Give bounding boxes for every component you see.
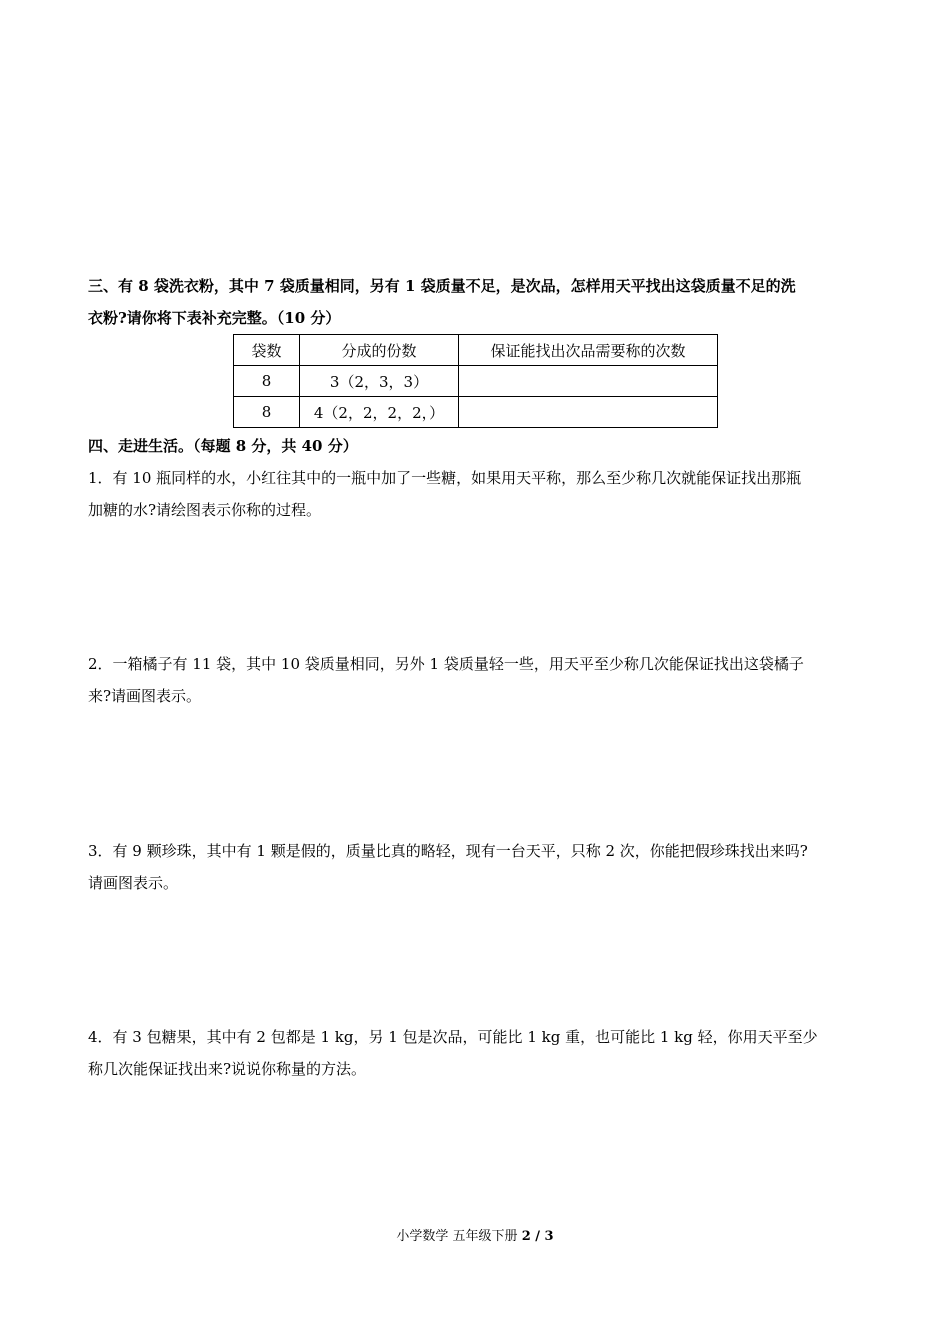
table-row (234, 366, 718, 397)
question-1-line-1: 1．有 10 瓶同样的水，小红往其中的一瓶中加了一些糖，如果用天平称，那么至少称几次就能保证找出那瓶 (88, 469, 802, 487)
weighing-table (233, 334, 718, 428)
table-header-cell: 袋数 (234, 335, 300, 366)
table-answer-cell[interactable] (459, 366, 718, 397)
section-3-line-1: 三、有 8 袋洗衣粉，其中 7 袋质量相同，另有 1 袋质量不足，是次品，怎样用天平找出这袋质量不足的洗 (88, 277, 796, 295)
table-cell: 8 (234, 397, 300, 428)
table-answer-cell[interactable] (459, 397, 718, 428)
question-4-line-1: 4．有 3 包糖果，其中有 2 包都是 1 kg，另 1 包是次品，可能比 1 kg 重，也可能比 1 kg 轻，你用天平至少 (88, 1028, 818, 1046)
table-cell: 4（2，2，2，2，） (300, 397, 459, 428)
table-row (234, 397, 718, 428)
page-number: 2 / 3 (521, 1229, 554, 1244)
question-3-line-2: 请画图表示。 (88, 874, 179, 892)
section-3-line-2: 衣粉?请你将下表补充完整。（10 分） (88, 309, 341, 327)
footer-text: 小学数学 五年级下册 (396, 1229, 518, 1244)
question-2-line-1: 2．一箱橘子有 11 袋，其中 10 袋质量相同，另外 1 袋质量轻一些，用天平至少称几次能保证找出这袋橘子 (88, 655, 804, 673)
table-header-row (234, 335, 718, 366)
question-3-line-1: 3．有 9 颗珍珠，其中有 1 颗是假的，质量比真的略轻，现有一台天平，只称 2 次，你能把假珍珠找出来吗? (88, 842, 808, 860)
question-4-line-2: 称几次能保证找出来?说说你称量的方法。 (88, 1060, 367, 1078)
table-cell: 3（2，3，3） (300, 366, 459, 397)
question-1-line-2: 加糖的水?请绘图表示你称的过程。 (88, 501, 322, 519)
table-cell: 8 (234, 366, 300, 397)
table-header-cell: 分成的份数 (300, 335, 459, 366)
table-header-cell: 保证能找出次品需要称的次数 (459, 335, 718, 366)
section-4-title: 四、走进生活。（每题 8 分，共 40 分） (88, 437, 358, 455)
page-footer (0, 1228, 950, 1246)
question-2-line-2: 来?请画图表示。 (88, 687, 202, 705)
